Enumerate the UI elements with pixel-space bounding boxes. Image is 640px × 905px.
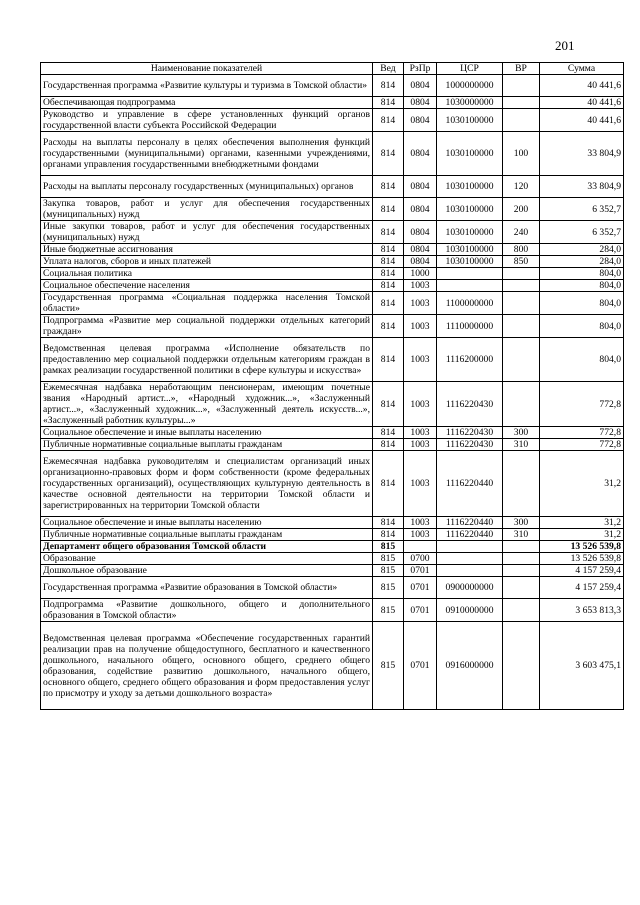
cell-sum: 40 441,6 (540, 75, 624, 97)
cell-csr: 1116200000 (437, 338, 503, 382)
cell-vr (503, 577, 540, 599)
cell-name: Социальное обеспечение и иные выплаты населению (41, 427, 373, 439)
cell-rzpr: 1000 (404, 268, 437, 280)
cell-rzpr: 1003 (404, 529, 437, 541)
cell-csr: 1110000000 (437, 315, 503, 338)
cell-rzpr: 0804 (404, 244, 437, 256)
cell-rzpr: 0700 (404, 553, 437, 565)
cell-sum: 804,0 (540, 280, 624, 292)
cell-vr (503, 75, 540, 97)
cell-name: Социальное обеспечение и иные выплаты населению (41, 517, 373, 529)
cell-ved: 814 (373, 75, 404, 97)
table-row (41, 517, 624, 529)
cell-vr: 200 (503, 198, 540, 221)
page-number: 201 (555, 38, 575, 53)
cell-vr (503, 451, 540, 517)
cell-csr: 1116220440 (437, 517, 503, 529)
table-row (41, 315, 624, 338)
cell-sum: 804,0 (540, 268, 624, 280)
table-row (41, 451, 624, 517)
cell-vr: 310 (503, 439, 540, 451)
cell-ved: 814 (373, 256, 404, 268)
cell-csr: 1030000000 (437, 97, 503, 109)
table-row (41, 198, 624, 221)
cell-rzpr: 1003 (404, 315, 437, 338)
budget-table (40, 62, 624, 710)
cell-sum: 6 352,7 (540, 221, 624, 244)
cell-rzpr: 1003 (404, 280, 437, 292)
cell-vr (503, 622, 540, 710)
cell-vr (503, 315, 540, 338)
cell-rzpr: 1003 (404, 382, 437, 427)
cell-ved: 815 (373, 541, 404, 553)
header-sum: Сумма (540, 63, 624, 75)
cell-sum: 3 603 475,1 (540, 622, 624, 710)
cell-csr (437, 565, 503, 577)
cell-name: Департамент общего образования Томской области (41, 541, 373, 553)
table-row (41, 176, 624, 198)
cell-vr: 310 (503, 529, 540, 541)
cell-name: Руководство и управление в сфере установленных функций органов государственной власти субъекта Российской Федерации (41, 109, 373, 132)
cell-name: Государственная программа «Развитие культуры и туризма в Томской области» (41, 75, 373, 97)
cell-vr: 100 (503, 132, 540, 176)
cell-csr: 1116220430 (437, 439, 503, 451)
cell-name: Закупка товаров, работ и услуг для обеспечения государственных (муниципальных) нужд (41, 198, 373, 221)
cell-ved: 814 (373, 97, 404, 109)
cell-rzpr: 0804 (404, 132, 437, 176)
table-row (41, 622, 624, 710)
cell-name: Расходы на выплаты персоналу государственных (муниципальных) органов (41, 176, 373, 198)
cell-ved: 814 (373, 292, 404, 315)
cell-sum: 284,0 (540, 256, 624, 268)
cell-name: Социальное обеспечение населения (41, 280, 373, 292)
cell-ved: 814 (373, 451, 404, 517)
cell-vr: 120 (503, 176, 540, 198)
cell-csr: 1116220440 (437, 451, 503, 517)
cell-vr (503, 280, 540, 292)
cell-rzpr: 0804 (404, 75, 437, 97)
cell-rzpr: 1003 (404, 451, 437, 517)
cell-vr (503, 553, 540, 565)
cell-sum: 13 526 539,8 (540, 553, 624, 565)
cell-rzpr: 0701 (404, 577, 437, 599)
cell-csr (437, 553, 503, 565)
cell-vr (503, 599, 540, 622)
cell-vr (503, 541, 540, 553)
cell-ved: 815 (373, 577, 404, 599)
cell-name: Ежемесячная надбавка неработающим пенсионерам, имеющим почетные звания «Народный артист...», «Народный художник...», «Заслуженный артист...», «Заслуженный художник...», «Заслуженный деятель искусств...», «Заслуженный работник культуры...» (41, 382, 373, 427)
header-rzpr: РзПр (404, 63, 437, 75)
cell-sum: 33 804,9 (540, 176, 624, 198)
table-row (41, 109, 624, 132)
cell-csr: 1030100000 (437, 256, 503, 268)
cell-name: Уплата налогов, сборов и иных платежей (41, 256, 373, 268)
cell-rzpr: 1003 (404, 427, 437, 439)
cell-ved: 815 (373, 553, 404, 565)
cell-csr: 1116220440 (437, 529, 503, 541)
cell-rzpr: 1003 (404, 338, 437, 382)
cell-csr: 1030100000 (437, 109, 503, 132)
table-row (41, 132, 624, 176)
cell-vr (503, 338, 540, 382)
cell-name: Социальная политика (41, 268, 373, 280)
cell-name: Образование (41, 553, 373, 565)
cell-rzpr (404, 541, 437, 553)
cell-ved: 814 (373, 529, 404, 541)
cell-vr: 800 (503, 244, 540, 256)
table-body (41, 75, 624, 710)
cell-sum: 772,8 (540, 427, 624, 439)
cell-csr: 1116220430 (437, 382, 503, 427)
cell-sum: 6 352,7 (540, 198, 624, 221)
cell-name: Ведомственная целевая программа «Обеспечение государственных гарантий реализации прав на получение общедоступного, бесплатного и качественного дошкольного, начального общего, основного общего, среднего общего образования, содействие развитию дошкольного, начального общего, основного общего, среднего общего образования и форм предоставления услуг по присмотру и уходу за детьми дошкольного возраста» (41, 622, 373, 710)
cell-ved: 814 (373, 244, 404, 256)
table-row (41, 338, 624, 382)
cell-sum: 31,2 (540, 517, 624, 529)
cell-vr (503, 292, 540, 315)
cell-vr: 300 (503, 517, 540, 529)
cell-ved: 814 (373, 268, 404, 280)
cell-name: Иные бюджетные ассигнования (41, 244, 373, 256)
header-ved: Вед (373, 63, 404, 75)
cell-ved: 814 (373, 382, 404, 427)
table-row (41, 97, 624, 109)
header-csr: ЦСР (437, 63, 503, 75)
cell-rzpr: 1003 (404, 292, 437, 315)
table-row (41, 577, 624, 599)
table-row (41, 268, 624, 280)
table-row (41, 221, 624, 244)
cell-csr: 1000000000 (437, 75, 503, 97)
cell-sum: 13 526 539,8 (540, 541, 624, 553)
table-row (41, 565, 624, 577)
cell-vr (503, 382, 540, 427)
cell-ved: 814 (373, 439, 404, 451)
cell-csr: 1030100000 (437, 244, 503, 256)
cell-vr (503, 109, 540, 132)
table-row (41, 256, 624, 268)
cell-rzpr: 0804 (404, 221, 437, 244)
table-row (41, 280, 624, 292)
table-row (41, 439, 624, 451)
cell-csr: 1116220430 (437, 427, 503, 439)
cell-vr: 240 (503, 221, 540, 244)
cell-sum: 31,2 (540, 451, 624, 517)
table-header-row (41, 63, 624, 75)
cell-csr (437, 280, 503, 292)
cell-name: Ведомственная целевая программа «Исполнение обязательств по предоставлению мер социальной поддержки отдельным категориям граждан в рамках реализации государственной политики в сфере культуры и искусства» (41, 338, 373, 382)
cell-csr: 0900000000 (437, 577, 503, 599)
cell-ved: 814 (373, 198, 404, 221)
cell-vr: 850 (503, 256, 540, 268)
cell-name: Подпрограмма «Развитие мер социальной поддержки отдельных категорий граждан» (41, 315, 373, 338)
cell-name: Государственная программа «Развитие образования в Томской области» (41, 577, 373, 599)
cell-csr: 1030100000 (437, 132, 503, 176)
cell-sum: 772,8 (540, 439, 624, 451)
table-row (41, 427, 624, 439)
cell-vr (503, 97, 540, 109)
table-row (41, 75, 624, 97)
table-row (41, 382, 624, 427)
cell-sum: 40 441,6 (540, 97, 624, 109)
cell-sum: 804,0 (540, 338, 624, 382)
table-row (41, 599, 624, 622)
cell-ved: 814 (373, 517, 404, 529)
cell-name: Иные закупки товаров, работ и услуг для обеспечения государственных (муниципальных) нужд (41, 221, 373, 244)
cell-sum: 772,8 (540, 382, 624, 427)
cell-ved: 814 (373, 315, 404, 338)
cell-ved: 814 (373, 280, 404, 292)
cell-sum: 33 804,9 (540, 132, 624, 176)
cell-sum: 3 653 813,3 (540, 599, 624, 622)
cell-name: Расходы на выплаты персоналу в целях обеспечения выполнения функций государственными (муниципальными) органами, казенными учреждениями, органами управления государственными внебюджетными фондами (41, 132, 373, 176)
cell-rzpr: 0701 (404, 565, 437, 577)
cell-csr: 1030100000 (437, 176, 503, 198)
cell-rzpr: 1003 (404, 439, 437, 451)
cell-ved: 815 (373, 565, 404, 577)
header-vr: ВР (503, 63, 540, 75)
cell-name: Государственная программа «Социальная поддержка населения Томской области» (41, 292, 373, 315)
cell-rzpr: 0701 (404, 622, 437, 710)
cell-csr: 1030100000 (437, 221, 503, 244)
table-row (41, 244, 624, 256)
cell-ved: 815 (373, 622, 404, 710)
cell-name: Дошкольное образование (41, 565, 373, 577)
cell-sum: 4 157 259,4 (540, 577, 624, 599)
cell-ved: 814 (373, 109, 404, 132)
cell-ved: 814 (373, 221, 404, 244)
cell-name: Ежемесячная надбавка руководителям и специалистам организаций иных организационно-правовых форм и форм собственности (кроме федеральных государственных организаций), осуществляющих культурную деятельность в качестве основной деятельности на территории Томской области и зарегистрированных на территории Томской области (41, 451, 373, 517)
cell-vr (503, 565, 540, 577)
table-row (41, 541, 624, 553)
cell-name: Публичные нормативные социальные выплаты гражданам (41, 529, 373, 541)
cell-rzpr: 0701 (404, 599, 437, 622)
cell-sum: 40 441,6 (540, 109, 624, 132)
cell-ved: 814 (373, 427, 404, 439)
table-row (41, 529, 624, 541)
cell-sum: 284,0 (540, 244, 624, 256)
cell-csr: 1100000000 (437, 292, 503, 315)
cell-csr: 0916000000 (437, 622, 503, 710)
cell-ved: 814 (373, 338, 404, 382)
cell-sum: 804,0 (540, 315, 624, 338)
cell-ved: 814 (373, 176, 404, 198)
cell-name: Обеспечивающая подпрограмма (41, 97, 373, 109)
cell-csr: 1030100000 (437, 198, 503, 221)
cell-ved: 815 (373, 599, 404, 622)
cell-sum: 31,2 (540, 529, 624, 541)
cell-rzpr: 0804 (404, 198, 437, 221)
cell-rzpr: 0804 (404, 256, 437, 268)
cell-csr (437, 268, 503, 280)
cell-vr (503, 268, 540, 280)
header-name: Наименование показателей (41, 63, 373, 75)
cell-sum: 4 157 259,4 (540, 565, 624, 577)
cell-rzpr: 0804 (404, 176, 437, 198)
cell-rzpr: 0804 (404, 109, 437, 132)
table-row (41, 292, 624, 315)
cell-rzpr: 1003 (404, 517, 437, 529)
cell-vr: 300 (503, 427, 540, 439)
cell-csr (437, 541, 503, 553)
cell-csr: 0910000000 (437, 599, 503, 622)
table-row (41, 553, 624, 565)
cell-rzpr: 0804 (404, 97, 437, 109)
cell-name: Подпрограмма «Развитие дошкольного, общего и дополнительного образования в Томской области» (41, 599, 373, 622)
cell-sum: 804,0 (540, 292, 624, 315)
cell-ved: 814 (373, 132, 404, 176)
cell-name: Публичные нормативные социальные выплаты гражданам (41, 439, 373, 451)
